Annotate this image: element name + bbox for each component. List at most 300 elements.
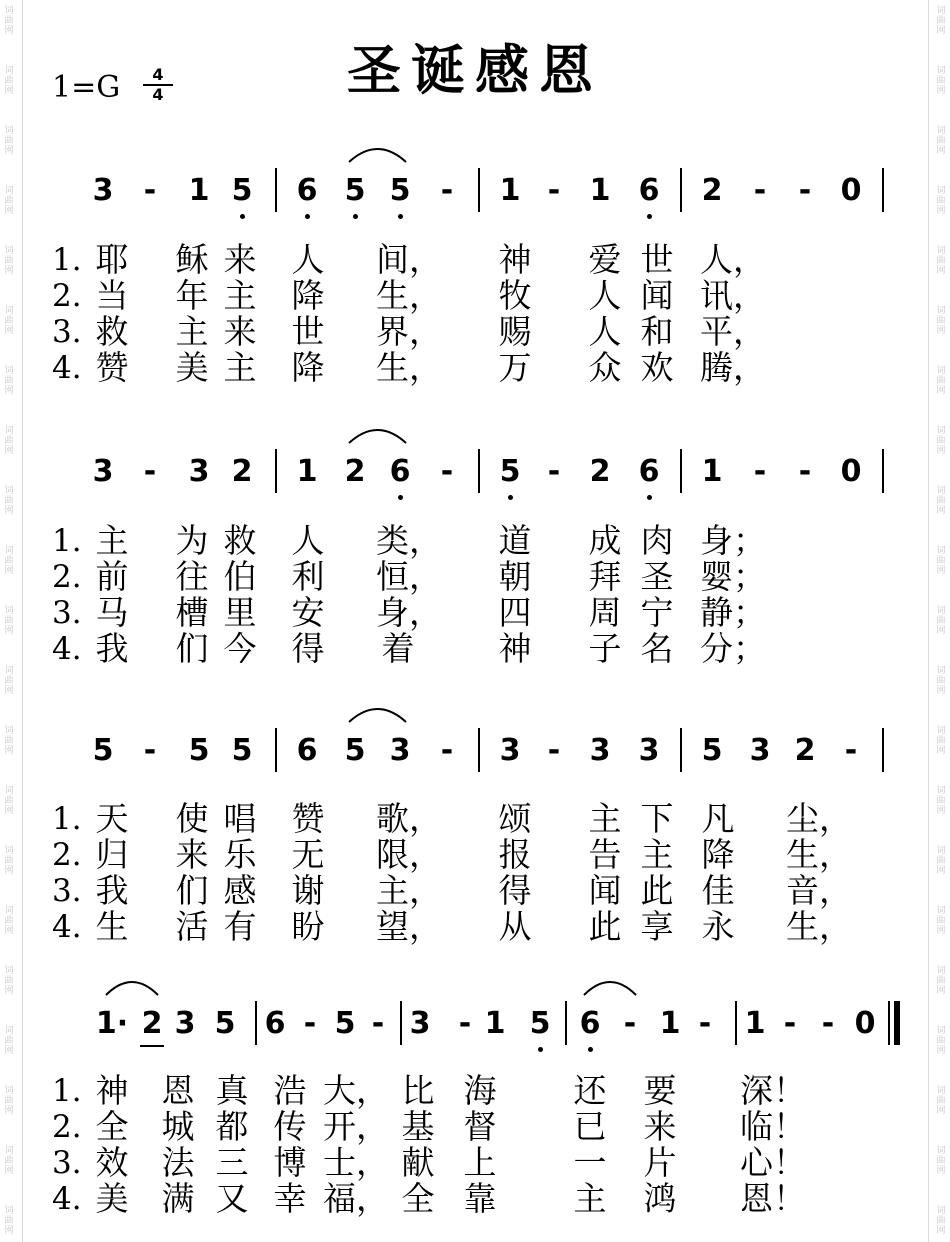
watermark-text: 词曲网: [936, 486, 946, 516]
watermark-text: 词曲网: [4, 1206, 14, 1236]
lyric-char: 已: [573, 1107, 607, 1146]
verse-number: 2.: [52, 559, 82, 595]
lyric-char: 赐: [498, 312, 532, 351]
lyric-char: 福，: [323, 1179, 389, 1218]
lyric-char: 主: [175, 312, 209, 351]
lyric-char: 们: [175, 629, 209, 668]
dash-note: -: [440, 733, 454, 768]
lyric-char: 世: [291, 312, 325, 351]
watermark-text: 词曲网: [936, 306, 946, 336]
slur-mark: [104, 975, 160, 997]
jianpu-note: 6: [264, 1006, 286, 1041]
jianpu-note: 5: [92, 733, 114, 768]
dash-note: -: [783, 1006, 797, 1041]
jianpu-note: 3: [589, 733, 611, 768]
jianpu-note: 5: [344, 733, 366, 768]
lyric-char: 拜: [588, 557, 622, 596]
lyric-char: 马: [95, 593, 129, 632]
lyric-char: 音，: [786, 871, 852, 910]
watermark-text: 词曲网: [936, 1026, 946, 1056]
lyric-char: 神: [498, 629, 532, 668]
dash-note: -: [623, 1006, 637, 1041]
verse-number: 1.: [52, 801, 82, 837]
lyric-char: 乐: [223, 835, 257, 874]
watermark-text: 词曲网: [4, 1146, 14, 1176]
lyric-char: 盼: [291, 907, 325, 946]
jianpu-note: 0: [854, 1006, 876, 1041]
lyric-char: 得: [291, 629, 325, 668]
lyric-char: 人，: [700, 240, 766, 279]
jianpu-note: 0: [840, 173, 862, 208]
jianpu-note: 5: [231, 733, 253, 768]
lyric-char: 为: [175, 521, 209, 560]
lyric-char: 闻: [640, 276, 674, 315]
lyric-char: 子: [588, 629, 622, 668]
lyric-char: 世: [640, 240, 674, 279]
dash-note: -: [440, 454, 454, 489]
dash-note: -: [547, 173, 561, 208]
lyric-char: 法: [161, 1143, 195, 1182]
jianpu-note: 1: [701, 454, 723, 489]
lyric-char: 要: [643, 1071, 677, 1110]
lyric-char: 限，: [376, 835, 442, 874]
lyric-char: 生，: [786, 835, 852, 874]
lyric-char: 活: [175, 907, 209, 946]
slur-mark: [843, 702, 950, 724]
dash-note: -: [371, 1006, 385, 1041]
watermark-text: 词曲网: [4, 846, 14, 876]
dash-note: -: [143, 454, 157, 489]
lyric-char: 片: [643, 1143, 677, 1182]
verse-number: 1.: [52, 1073, 82, 1109]
lyric-char: 年: [175, 276, 209, 315]
lyric-char: 类，: [376, 521, 442, 560]
lyric-char: 我: [95, 871, 129, 910]
dash-note: -: [303, 1006, 317, 1041]
lyric-char: 三: [215, 1143, 249, 1182]
lyric-char: 界，: [376, 312, 442, 351]
watermark-text: 词曲网: [4, 306, 14, 336]
lyric-char: 无: [291, 835, 325, 874]
jianpu-note: 5: [389, 173, 411, 208]
low-octave-dot: [353, 214, 358, 219]
lyric-char: 士，: [323, 1143, 389, 1182]
jianpu-note: 2: [794, 733, 816, 768]
watermark-text: 词曲网: [936, 366, 946, 396]
lyric-char: 生: [95, 907, 129, 946]
lyric-char: 婴；: [700, 557, 766, 596]
lyric-char: 周: [588, 593, 622, 632]
lyric-char: 幸: [273, 1179, 307, 1218]
jianpu-note: 5: [499, 454, 521, 489]
lyric-char: 开，: [323, 1107, 389, 1146]
lyric-char: 基: [401, 1107, 435, 1146]
dash-note: -: [458, 1006, 472, 1041]
lyric-char: 唱: [223, 799, 257, 838]
barline: [680, 168, 682, 212]
jianpu-note: 1: [296, 454, 318, 489]
lyric-char: 恩！: [740, 1179, 806, 1218]
watermark-text: 词曲网: [4, 786, 14, 816]
lyric-char: 众: [588, 348, 622, 387]
lyric-char: 天: [95, 799, 129, 838]
jianpu-note: 5: [188, 733, 210, 768]
watermark-text: 词曲网: [936, 1146, 946, 1176]
lyric-char: 凡: [701, 799, 735, 838]
jianpu-note: 5: [344, 173, 366, 208]
barline: [882, 449, 884, 493]
lyric-char: 来: [223, 312, 257, 351]
barline: [882, 168, 884, 212]
lyric-char: 使: [175, 799, 209, 838]
lyric-char: 主，: [376, 871, 442, 910]
barline: [275, 449, 277, 493]
watermark-text: 词曲网: [4, 546, 14, 576]
lyric-char: 身，: [376, 593, 442, 632]
lyric-char: 临！: [740, 1107, 806, 1146]
lyric-char: 赞: [291, 799, 325, 838]
lyric-char: 感: [223, 871, 257, 910]
lyric-char: 有: [223, 907, 257, 946]
lyric-char: 人: [291, 240, 325, 279]
watermark-text: 词曲网: [936, 1086, 946, 1116]
barline: [565, 1001, 567, 1045]
lyric-char: 生，: [786, 907, 852, 946]
jianpu-note: 3: [188, 454, 210, 489]
jianpu-note: 0: [840, 454, 862, 489]
verse-number: 3.: [52, 595, 82, 631]
lyric-char: 一: [573, 1143, 607, 1182]
jianpu-note: 3: [92, 173, 114, 208]
lyric-char: 安: [291, 593, 325, 632]
jianpu-note: 1: [484, 1006, 506, 1041]
jianpu-note: 1·: [95, 1006, 129, 1041]
lyric-char: 来: [175, 835, 209, 874]
lyric-char: 恒，: [376, 557, 442, 596]
lyric-char: 生，: [376, 276, 442, 315]
final-barline: [894, 1001, 900, 1045]
lyric-char: 来: [643, 1107, 677, 1146]
verse-number: 1.: [52, 523, 82, 559]
lyric-char: 爱: [588, 240, 622, 279]
lyric-char: 降: [291, 276, 325, 315]
low-octave-dot: [305, 214, 310, 219]
lyric-char: 神: [95, 1071, 129, 1110]
eighth-underline: [140, 1045, 164, 1047]
lyric-char: 恩: [161, 1071, 195, 1110]
lyric-char: 闻: [588, 871, 622, 910]
lyric-char: 槽: [175, 593, 209, 632]
lyric-char: 名: [640, 629, 674, 668]
lyric-char: 满: [161, 1179, 195, 1218]
lyric-char: 又: [215, 1179, 249, 1218]
watermark-text: 词曲网: [936, 246, 946, 276]
lyric-char: 心！: [740, 1143, 806, 1182]
watermark-text: 词曲网: [4, 126, 14, 156]
lyric-char: 生，: [376, 348, 442, 387]
watermark-text: 词曲网: [4, 66, 14, 96]
lyric-char: 比: [401, 1071, 435, 1110]
barline: [478, 449, 480, 493]
lyric-char: 间，: [376, 240, 442, 279]
watermark-text: 词曲网: [4, 966, 14, 996]
jianpu-note: 1: [659, 1006, 681, 1041]
watermark-text: 词曲网: [4, 426, 14, 456]
lyric-char: 城: [161, 1107, 195, 1146]
lyric-char: 海: [463, 1071, 497, 1110]
jianpu-note: 6: [638, 454, 660, 489]
meter-top: 4: [143, 66, 173, 86]
watermark-text: 词曲网: [4, 366, 14, 396]
lyric-char: 传: [273, 1107, 307, 1146]
lyric-char: 美: [95, 1179, 129, 1218]
lyric-char: 降: [291, 348, 325, 387]
lyric-char: 朝: [498, 557, 532, 596]
verse-number: 1.: [52, 242, 82, 278]
lyric-char: 今: [223, 629, 257, 668]
watermark-text: 词曲网: [936, 906, 946, 936]
watermark-text: 词曲网: [936, 1206, 946, 1236]
barline: [888, 1001, 890, 1045]
lyric-char: 归: [95, 835, 129, 874]
lyric-char: 颂: [498, 799, 532, 838]
lyric-char: 下: [640, 799, 674, 838]
left-page-edge: [22, 0, 23, 1242]
lyric-char: 望，: [376, 907, 442, 946]
watermark-text: 词曲网: [936, 186, 946, 216]
lyric-char: 主: [223, 276, 257, 315]
watermark-text: 词曲网: [936, 666, 946, 696]
watermark-text: 词曲网: [936, 66, 946, 96]
lyric-char: 主: [223, 348, 257, 387]
lyric-char: 成: [588, 521, 622, 560]
watermark-text: 词曲网: [4, 486, 14, 516]
jianpu-note: 2: [344, 454, 366, 489]
verse-number: 4.: [52, 631, 82, 667]
lyric-char: 谢: [291, 871, 325, 910]
lyric-char: 我: [95, 629, 129, 668]
lyric-char: 尘，: [786, 799, 852, 838]
watermark-text: 词曲网: [936, 606, 946, 636]
dash-note: -: [798, 173, 812, 208]
lyric-char: 着: [381, 629, 415, 668]
jianpu-note: 2: [141, 1006, 163, 1041]
lyric-char: 博: [273, 1143, 307, 1182]
slur-mark: [582, 975, 638, 997]
watermark-text: 词曲网: [4, 606, 14, 636]
lyric-char: 人: [588, 276, 622, 315]
jianpu-note: 1: [188, 173, 210, 208]
watermark-text: 词曲网: [4, 906, 14, 936]
barline: [275, 728, 277, 772]
lyric-char: 欢: [640, 348, 674, 387]
lyric-char: 报: [498, 835, 532, 874]
jianpu-note: 5: [334, 1006, 356, 1041]
lyric-char: 万: [498, 348, 532, 387]
watermark-text: 词曲网: [4, 186, 14, 216]
lyric-char: 靠: [463, 1179, 497, 1218]
lyric-char: 美: [175, 348, 209, 387]
verse-number: 2.: [52, 278, 82, 314]
watermark-text: 词曲网: [4, 1086, 14, 1116]
lyric-char: 静；: [700, 593, 766, 632]
lyric-char: 宁: [640, 593, 674, 632]
watermark-text: 词曲网: [936, 786, 946, 816]
dash-note: -: [798, 454, 812, 489]
lyric-char: 督: [463, 1107, 497, 1146]
time-signature: [143, 66, 173, 103]
lyric-char: 还: [573, 1071, 607, 1110]
lyric-char: 稣: [175, 240, 209, 279]
lyric-char: 真: [215, 1071, 249, 1110]
lyric-char: 道: [498, 521, 532, 560]
watermark-text: 词曲网: [936, 546, 946, 576]
lyric-char: 主: [95, 521, 129, 560]
watermark-text: 词曲网: [4, 6, 14, 36]
jianpu-note: 6: [296, 733, 318, 768]
lyric-char: 此: [588, 907, 622, 946]
verse-number: 4.: [52, 1181, 82, 1217]
lyric-char: 告: [588, 835, 622, 874]
dash-note: -: [753, 173, 767, 208]
lyric-char: 上: [463, 1143, 497, 1182]
low-octave-dot: [538, 1047, 543, 1052]
lyric-char: 主: [640, 835, 674, 874]
dash-note: -: [143, 733, 157, 768]
jianpu-note: 2: [589, 454, 611, 489]
song-title: 圣诞感恩: [347, 39, 603, 102]
watermark-text: 词曲网: [936, 6, 946, 36]
verse-number: 2.: [52, 1109, 82, 1145]
dash-note: -: [821, 1006, 835, 1041]
barline: [478, 168, 480, 212]
lyric-char: 和: [640, 312, 674, 351]
watermark-text: 词曲网: [936, 126, 946, 156]
lyric-char: 腾，: [700, 348, 766, 387]
lyric-char: 佳: [701, 871, 735, 910]
low-octave-dot: [647, 214, 652, 219]
jianpu-note: 6: [296, 173, 318, 208]
lyric-char: 救: [95, 312, 129, 351]
lyric-char: 们: [175, 871, 209, 910]
right-page-edge: [928, 0, 929, 1242]
lyric-char: 效: [95, 1143, 129, 1182]
lyric-char: 讯，: [700, 276, 766, 315]
jianpu-note: 3: [749, 733, 771, 768]
dash-note: -: [547, 733, 561, 768]
jianpu-note: 3: [174, 1006, 196, 1041]
low-octave-dot: [508, 495, 513, 500]
lyric-char: 救: [223, 521, 257, 560]
lyric-char: 永: [701, 907, 735, 946]
watermark-text: 词曲网: [936, 846, 946, 876]
jianpu-note: 2: [701, 173, 723, 208]
jianpu-note: 3: [92, 454, 114, 489]
dash-note: -: [440, 173, 454, 208]
lyric-char: 平，: [700, 312, 766, 351]
lyric-char: 肉: [640, 521, 674, 560]
watermark-text: 词曲网: [936, 426, 946, 456]
lyric-char: 鸿: [643, 1179, 677, 1218]
lyric-char: 来: [223, 240, 257, 279]
lyric-char: 享: [640, 907, 674, 946]
verse-number: 3.: [52, 314, 82, 350]
watermark-text: 词曲网: [936, 726, 946, 756]
meter-bottom: 4: [152, 85, 164, 104]
lyric-char: 神: [498, 240, 532, 279]
jianpu-note: 5: [214, 1006, 236, 1041]
jianpu-note: 3: [409, 1006, 431, 1041]
barline: [275, 168, 277, 212]
watermark-text: 词曲网: [4, 1026, 14, 1056]
lyric-char: 深！: [740, 1071, 806, 1110]
lyric-char: 主: [588, 799, 622, 838]
dash-note: -: [547, 454, 561, 489]
lyric-char: 全: [95, 1107, 129, 1146]
lyric-char: 浩: [273, 1071, 307, 1110]
lyric-char: 献: [401, 1143, 435, 1182]
barline: [680, 728, 682, 772]
lyric-char: 从: [498, 907, 532, 946]
jianpu-note: 5: [701, 733, 723, 768]
slur-mark: [347, 423, 408, 445]
jianpu-note: 5: [529, 1006, 551, 1041]
verse-number: 3.: [52, 873, 82, 909]
lyric-char: 此: [640, 871, 674, 910]
jianpu-note: 6: [638, 173, 660, 208]
watermark-text: 词曲网: [4, 726, 14, 756]
jianpu-note: 1: [744, 1006, 766, 1041]
slur-mark: [347, 142, 408, 164]
lyric-char: 往: [175, 557, 209, 596]
lyric-char: 都: [215, 1107, 249, 1146]
lyric-char: 人: [588, 312, 622, 351]
barline: [478, 728, 480, 772]
verse-number: 4.: [52, 909, 82, 945]
lyric-char: 当: [95, 276, 129, 315]
lyric-char: 耶: [95, 240, 129, 279]
verse-number: 4.: [52, 350, 82, 386]
low-octave-dot: [398, 214, 403, 219]
low-octave-dot: [647, 495, 652, 500]
lyric-char: 大，: [323, 1071, 389, 1110]
jianpu-note: 6: [579, 1006, 601, 1041]
lyric-char: 利: [291, 557, 325, 596]
jianpu-note: 6: [389, 454, 411, 489]
lyric-char: 身；: [700, 521, 766, 560]
lyric-char: 赞: [95, 348, 129, 387]
lyric-char: 降: [701, 835, 735, 874]
slur-mark: [347, 702, 408, 724]
lyric-char: 得: [498, 871, 532, 910]
dash-note: -: [753, 454, 767, 489]
key-signature: 1=G: [52, 70, 121, 105]
lyric-char: 前: [95, 557, 129, 596]
dash-note: -: [844, 733, 858, 768]
barline: [680, 449, 682, 493]
jianpu-note: 3: [499, 733, 521, 768]
lyric-char: 伯: [223, 557, 257, 596]
lyric-char: 里: [223, 593, 257, 632]
barline: [882, 728, 884, 772]
jianpu-note: 3: [389, 733, 411, 768]
lyric-char: 分；: [700, 629, 766, 668]
lyric-char: 四: [498, 593, 532, 632]
jianpu-note: 5: [231, 173, 253, 208]
lyric-char: 圣: [640, 557, 674, 596]
verse-number: 3.: [52, 1145, 82, 1181]
watermark-text: 词曲网: [4, 666, 14, 696]
